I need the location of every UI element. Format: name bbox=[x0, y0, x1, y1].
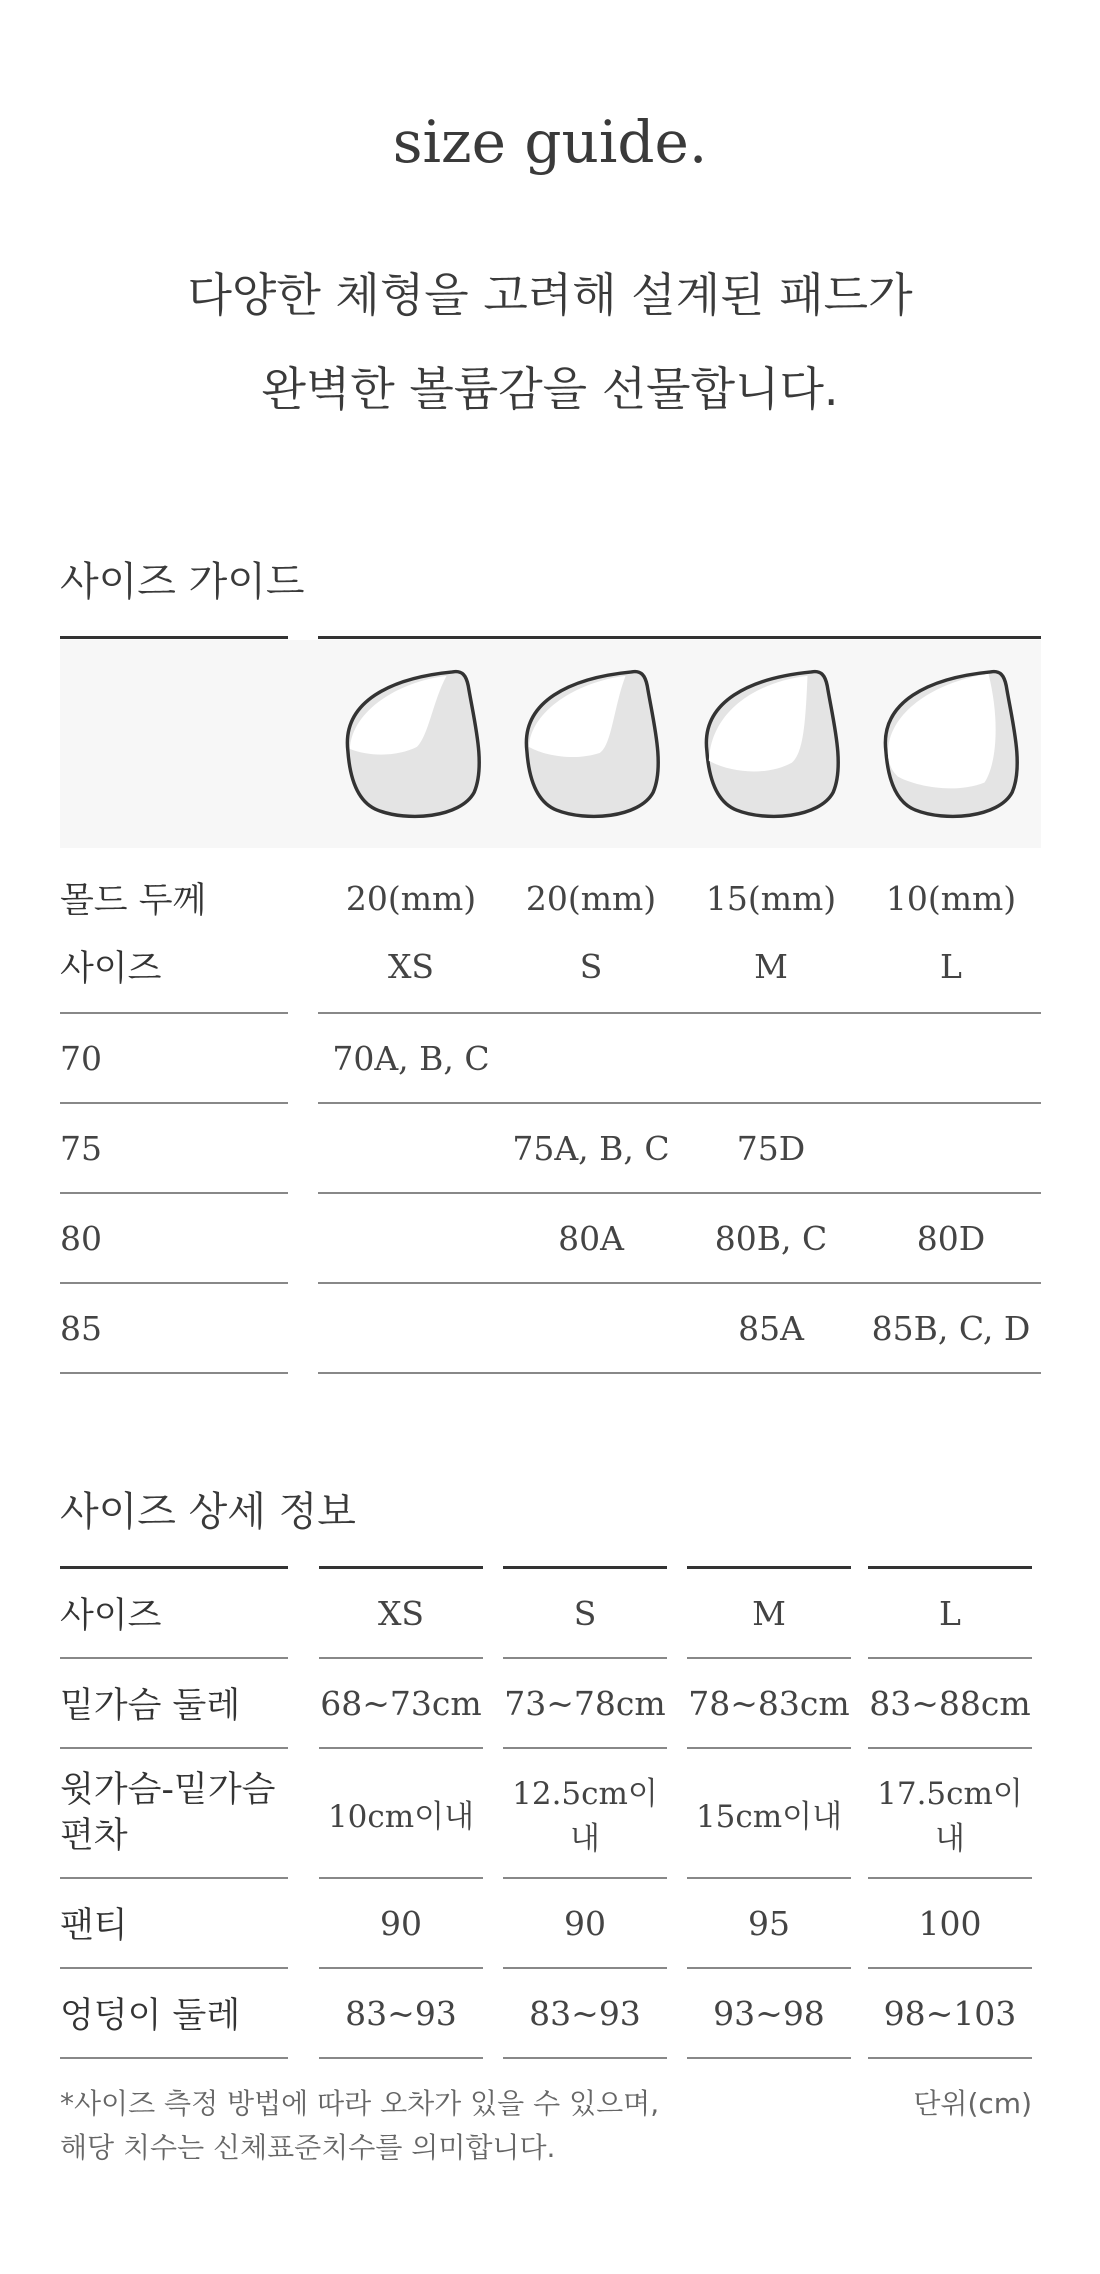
cup-pad-icon bbox=[697, 662, 845, 820]
table-cell: 100 bbox=[918, 1903, 982, 1943]
page-subtitle bbox=[0, 248, 1100, 436]
table-cell: 17.5cm이내 bbox=[877, 1776, 1023, 1857]
table-cell: 10cm이내 bbox=[327, 1798, 475, 1835]
band-size-80: 80 bbox=[60, 1218, 102, 1258]
detail-size-m: M bbox=[752, 1593, 786, 1633]
size-label: 사이즈 bbox=[60, 949, 162, 989]
divider bbox=[868, 2057, 1032, 2059]
table-cell: 78~83cm bbox=[688, 1683, 850, 1723]
table-cell: 70A, B, C bbox=[332, 1038, 490, 1078]
cup-pad-icon bbox=[517, 662, 665, 820]
table-cell: 95 bbox=[748, 1903, 790, 1943]
divider bbox=[60, 636, 288, 639]
table-cell: 83~93 bbox=[345, 1993, 457, 2033]
size-xs: XS bbox=[387, 946, 435, 986]
thickness-s: 20(mm) bbox=[525, 878, 657, 918]
mold-thickness-label: 몰드 두께 bbox=[60, 881, 207, 921]
divider bbox=[318, 1372, 1041, 1374]
table-cell: 85B, C, D bbox=[871, 1308, 1031, 1348]
table-cell bbox=[501, 1014, 681, 1102]
row-label-underbust: 밑가슴 둘레 bbox=[60, 1686, 241, 1726]
thickness-m: 15(mm) bbox=[705, 878, 837, 918]
unit-label: 단위(cm) bbox=[913, 2087, 1032, 2120]
divider bbox=[319, 2057, 483, 2059]
band-size-85: 85 bbox=[60, 1308, 102, 1348]
table-cell bbox=[501, 1284, 681, 1372]
band-size-75: 75 bbox=[60, 1128, 102, 1168]
size-s: S bbox=[579, 946, 603, 986]
table-cell bbox=[321, 1104, 501, 1192]
table-cell: 90 bbox=[380, 1903, 422, 1943]
size-guide-title: 사이즈 가이드 bbox=[60, 559, 305, 605]
subtitle-line-1: 다양한 체형을 고려해 설계된 패드가 bbox=[187, 268, 913, 322]
divider bbox=[687, 2057, 851, 2059]
table-cell: 80D bbox=[916, 1218, 986, 1258]
row-label-hip: 엉덩이 둘레 bbox=[60, 1996, 241, 2036]
detail-size-s: S bbox=[573, 1593, 597, 1633]
table-cell: 98~103 bbox=[883, 1993, 1017, 2033]
detail-size-label: 사이즈 bbox=[60, 1596, 162, 1636]
footnote-line: 해당 치수는 신체표준치수를 의미합니다. bbox=[60, 2131, 556, 2164]
cup-pad-icon bbox=[876, 662, 1024, 820]
divider bbox=[318, 636, 1041, 639]
table-cell: 83~88cm bbox=[869, 1683, 1031, 1723]
table-cell bbox=[681, 1014, 861, 1102]
divider bbox=[60, 1372, 288, 1374]
row-label-panty: 팬티 bbox=[60, 1906, 128, 1946]
table-cell bbox=[861, 1104, 1041, 1192]
footnote-line: *사이즈 측정 방법에 따라 오차가 있을 수 있으며, bbox=[60, 2087, 660, 2120]
size-l: L bbox=[940, 946, 962, 986]
table-cell: 15cm이내 bbox=[695, 1798, 843, 1835]
label-line: 편차 bbox=[60, 1816, 128, 1856]
table-cell bbox=[861, 1014, 1041, 1102]
table-cell: 68~73cm bbox=[320, 1683, 482, 1723]
size-m: M bbox=[754, 946, 788, 986]
size-detail-title: 사이즈 상세 정보 bbox=[60, 1489, 356, 1535]
page-title: size guide. bbox=[392, 108, 708, 176]
detail-size-xs: XS bbox=[377, 1593, 425, 1633]
subtitle-line-2: 완벽한 볼륨감을 선물합니다. bbox=[261, 362, 839, 416]
divider bbox=[503, 2057, 667, 2059]
footnote bbox=[60, 2082, 659, 2170]
thickness-l: 10(mm) bbox=[885, 878, 1017, 918]
cup-pad-icon bbox=[338, 662, 486, 820]
divider bbox=[60, 2057, 288, 2059]
table-cell: 90 bbox=[564, 1903, 606, 1943]
table-cell: 83~93 bbox=[529, 1993, 641, 2033]
table-cell: 12.5cm이내 bbox=[512, 1776, 658, 1857]
thickness-xs: 20(mm) bbox=[345, 878, 477, 918]
table-cell: 85A bbox=[738, 1308, 804, 1348]
row-label-bust-difference bbox=[60, 1749, 288, 1877]
table-cell: 80A bbox=[558, 1218, 624, 1258]
table-cell: 75D bbox=[736, 1128, 806, 1168]
table-cell: 73~78cm bbox=[504, 1683, 666, 1723]
table-cell bbox=[321, 1194, 501, 1282]
table-cell: 75A, B, C bbox=[512, 1128, 670, 1168]
table-cell: 80B, C bbox=[714, 1218, 828, 1258]
band-size-70: 70 bbox=[60, 1038, 102, 1078]
detail-size-l: L bbox=[939, 1593, 961, 1633]
label-line: 윗가슴-밑가슴 bbox=[60, 1770, 276, 1810]
table-cell bbox=[321, 1284, 501, 1372]
table-cell: 93~98 bbox=[713, 1993, 825, 2033]
